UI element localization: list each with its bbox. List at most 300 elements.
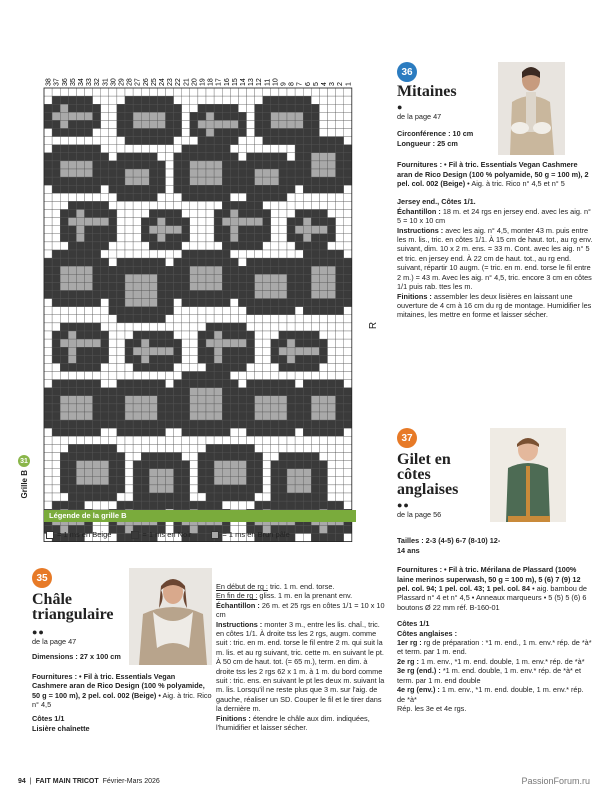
chart-cell	[182, 412, 190, 420]
chart-cell	[166, 242, 174, 250]
chart-cell	[287, 363, 295, 371]
chart-cell	[344, 96, 352, 104]
chart-cell	[303, 282, 311, 290]
chart-cell	[247, 210, 255, 218]
chart-cell	[344, 137, 352, 145]
chart-cell	[271, 372, 279, 380]
chart-cell	[255, 226, 263, 234]
chart-cell	[328, 266, 336, 274]
chart-cell	[157, 436, 165, 444]
chart-cell	[52, 299, 60, 307]
chart-cell	[311, 404, 319, 412]
column-number-label: 38	[45, 78, 53, 86]
chart-cell	[44, 137, 52, 145]
chart-cell	[85, 120, 93, 128]
chart-cell	[157, 363, 165, 371]
chart-cell	[319, 234, 327, 242]
chart-cell	[157, 396, 165, 404]
chart-cell	[319, 461, 327, 469]
chart-cell	[255, 145, 263, 153]
chart-cell	[182, 120, 190, 128]
chart-cell	[60, 104, 68, 112]
chart-cell	[44, 96, 52, 104]
chart-cell	[52, 372, 60, 380]
chart-cell	[271, 485, 279, 493]
chart-cell	[271, 428, 279, 436]
chart-cell	[76, 444, 84, 452]
chart-cell	[117, 88, 125, 96]
chart-cell	[336, 493, 344, 501]
chart-cell	[44, 453, 52, 461]
chart-cell	[344, 250, 352, 258]
length: Longueur : 25 cm	[397, 138, 458, 148]
chart-cell	[149, 274, 157, 282]
chart-cell	[319, 412, 327, 420]
chart-cell	[230, 363, 238, 371]
chart-cell	[279, 339, 287, 347]
chart-cell	[206, 218, 214, 226]
chart-cell	[141, 355, 149, 363]
chart-cell	[263, 137, 271, 145]
chart-cell	[328, 185, 336, 193]
chart-cell	[149, 242, 157, 250]
chart-cell	[190, 120, 198, 128]
chart-cell	[263, 315, 271, 323]
chart-cell	[125, 193, 133, 201]
chart-cell	[52, 177, 60, 185]
chart-cell	[311, 291, 319, 299]
column-number-label: 9	[280, 82, 288, 86]
chart-cell	[311, 315, 319, 323]
chart-cell	[109, 461, 117, 469]
chart-cell	[68, 396, 76, 404]
chart-cell	[182, 185, 190, 193]
chart-cell	[141, 444, 149, 452]
chart-cell	[68, 428, 76, 436]
chart-cell	[344, 485, 352, 493]
chart-cell	[279, 210, 287, 218]
chart-cell	[109, 129, 117, 137]
mitaines-photo	[498, 62, 565, 155]
chart-cell	[328, 145, 336, 153]
chart-cell	[328, 218, 336, 226]
chart-cell	[222, 347, 230, 355]
chart-cell	[117, 485, 125, 493]
chart-cell	[214, 145, 222, 153]
chart-cell	[125, 436, 133, 444]
chart-cell	[230, 234, 238, 242]
chart-cell	[214, 396, 222, 404]
chart-cell	[222, 201, 230, 209]
chart-cell	[44, 461, 52, 469]
chart-cell	[311, 436, 319, 444]
chart-cell	[141, 218, 149, 226]
chart-cell	[238, 161, 246, 169]
chart-cell	[157, 493, 165, 501]
chart-cell	[76, 112, 84, 120]
chart-cell	[344, 428, 352, 436]
chart-cell	[93, 453, 101, 461]
chart-cell	[279, 493, 287, 501]
chart-cell	[328, 436, 336, 444]
chart-cell	[190, 396, 198, 404]
chart-cell	[141, 153, 149, 161]
chart-cell	[336, 120, 344, 128]
chart-cell	[141, 185, 149, 193]
gilet-title-line3: anglaises	[397, 481, 459, 498]
chart-cell	[141, 96, 149, 104]
chart-cell	[303, 331, 311, 339]
chart-cell	[255, 250, 263, 258]
chart-cell	[52, 347, 60, 355]
chart-cell	[255, 274, 263, 282]
chart-cell	[336, 266, 344, 274]
chart-cell	[109, 372, 117, 380]
chart-cell	[190, 388, 198, 396]
chart-cell	[230, 193, 238, 201]
chart-cell	[263, 129, 271, 137]
chart-cell	[101, 493, 109, 501]
column-number-label: 23	[167, 78, 175, 86]
chart-cell	[287, 461, 295, 469]
chart-cell	[85, 404, 93, 412]
chart-cell	[255, 153, 263, 161]
chart-cell	[101, 145, 109, 153]
chart-cell	[85, 282, 93, 290]
chart-cell	[85, 153, 93, 161]
chart-cell	[52, 258, 60, 266]
chart-cell	[93, 315, 101, 323]
chart-cell	[166, 218, 174, 226]
selvage-title: Lisière chaînette	[32, 723, 90, 733]
chart-cell	[109, 388, 117, 396]
chart-cell	[319, 436, 327, 444]
chart-cell	[279, 461, 287, 469]
chart-cell	[109, 444, 117, 452]
chart-cell	[133, 96, 141, 104]
chart-cell	[198, 274, 206, 282]
chart-cell	[141, 88, 149, 96]
chart-cell	[279, 266, 287, 274]
chart-cell	[328, 250, 336, 258]
chart-cell	[230, 315, 238, 323]
chart-cell	[263, 201, 271, 209]
chale-instructions-column	[216, 582, 386, 733]
chart-cell	[166, 485, 174, 493]
chart-cell	[85, 420, 93, 428]
chart-cell	[328, 129, 336, 137]
chart-cell	[287, 120, 295, 128]
chart-cell	[109, 282, 117, 290]
chart-cell	[328, 112, 336, 120]
chart-cell	[222, 266, 230, 274]
chart-cell	[230, 436, 238, 444]
chart-cell	[214, 137, 222, 145]
chart-cell	[238, 469, 246, 477]
chart-cell	[222, 120, 230, 128]
chart-cell	[328, 307, 336, 315]
chart-cell	[157, 307, 165, 315]
column-number-label: 4	[320, 82, 328, 86]
chart-cell	[133, 88, 141, 96]
chart-cell	[174, 218, 182, 226]
chart-cell	[206, 226, 214, 234]
chart-cell	[247, 291, 255, 299]
chart-cell	[344, 282, 352, 290]
chart-cell	[287, 428, 295, 436]
chart-cell	[60, 169, 68, 177]
chart-cell	[214, 380, 222, 388]
chart-cell	[311, 161, 319, 169]
chart-cell	[214, 226, 222, 234]
column-number-label: 34	[77, 78, 85, 86]
chart-cell	[60, 137, 68, 145]
chart-cell	[149, 104, 157, 112]
chart-cell	[157, 226, 165, 234]
chart-cell	[157, 266, 165, 274]
chart-cell	[52, 96, 60, 104]
chart-cell	[166, 129, 174, 137]
chart-cell	[133, 323, 141, 331]
chart-cell	[68, 226, 76, 234]
chart-cell	[125, 363, 133, 371]
chart-cell	[166, 493, 174, 501]
chart-cell	[182, 201, 190, 209]
chart-cell	[214, 323, 222, 331]
chart-cell	[85, 161, 93, 169]
chart-cell	[182, 282, 190, 290]
chart-cell	[166, 420, 174, 428]
chart-cell	[60, 331, 68, 339]
column-number-label: 21	[183, 78, 191, 86]
chart-cell	[149, 372, 157, 380]
chart-cell	[60, 120, 68, 128]
chart-cell	[52, 493, 60, 501]
chart-cell	[85, 242, 93, 250]
chart-cell	[68, 201, 76, 209]
chart-cell	[230, 469, 238, 477]
chart-cell	[93, 145, 101, 153]
chart-cell	[328, 501, 336, 509]
chart-cell	[157, 388, 165, 396]
chart-cell	[44, 363, 52, 371]
chart-cell	[109, 161, 117, 169]
chart-cell	[311, 226, 319, 234]
chart-cell	[60, 274, 68, 282]
chart-cell	[328, 396, 336, 404]
chart-cell	[157, 96, 165, 104]
chart-cell	[287, 226, 295, 234]
chart-cell	[230, 396, 238, 404]
chart-cell	[230, 372, 238, 380]
chart-cell	[303, 291, 311, 299]
chart-cell	[117, 291, 125, 299]
chart-cell	[182, 112, 190, 120]
chart-cell	[336, 201, 344, 209]
chart-cell	[44, 428, 52, 436]
chart-cell	[344, 291, 352, 299]
chart-cell	[279, 137, 287, 145]
chart-cell	[263, 185, 271, 193]
chart-cell	[311, 307, 319, 315]
chart-cell	[206, 201, 214, 209]
chart-cell	[247, 315, 255, 323]
chart-cell	[166, 88, 174, 96]
chart-cell	[166, 404, 174, 412]
chart-cell	[214, 258, 222, 266]
chart-cell	[230, 177, 238, 185]
chart-cell	[271, 96, 279, 104]
column-number-label: 15	[231, 78, 239, 86]
chart-cell	[303, 388, 311, 396]
chart-cell	[198, 250, 206, 258]
chart-cell	[247, 258, 255, 266]
chart-cell	[68, 169, 76, 177]
chart-cell	[68, 193, 76, 201]
chart-cell	[230, 137, 238, 145]
chart-cell	[336, 380, 344, 388]
chart-cell	[319, 372, 327, 380]
chart-cell	[166, 461, 174, 469]
column-number-label: 1	[345, 82, 353, 86]
chart-cell	[222, 453, 230, 461]
chart-cell	[214, 307, 222, 315]
chart-cell	[263, 258, 271, 266]
chart-cell	[319, 137, 327, 145]
column-number-label: 6	[304, 82, 312, 86]
chart-cell	[206, 396, 214, 404]
chart-cell	[303, 210, 311, 218]
chart-cell	[117, 96, 125, 104]
chart-cell	[311, 412, 319, 420]
chart-cell	[125, 242, 133, 250]
chart-cell	[328, 291, 336, 299]
chart-cell	[206, 250, 214, 258]
chart-cell	[190, 282, 198, 290]
chart-cell	[125, 355, 133, 363]
column-number-label: 36	[61, 78, 69, 86]
chart-cell	[238, 210, 246, 218]
chart-cell	[271, 501, 279, 509]
chart-cell	[125, 461, 133, 469]
chart-cell	[85, 428, 93, 436]
chart-cell	[133, 177, 141, 185]
chart-cell	[182, 218, 190, 226]
chart-cell	[93, 363, 101, 371]
chart-cell	[174, 120, 182, 128]
chart-cell	[117, 331, 125, 339]
column-number-label: 20	[191, 78, 199, 86]
chart-cell	[93, 380, 101, 388]
chart-cell	[68, 372, 76, 380]
chart-cell	[149, 266, 157, 274]
chart-cell	[85, 226, 93, 234]
chart-cell	[174, 266, 182, 274]
pattern-number-badge: 36	[397, 62, 417, 82]
chart-cell	[255, 315, 263, 323]
chart-cell	[271, 453, 279, 461]
chart-cell	[271, 461, 279, 469]
chart-cell	[149, 226, 157, 234]
chart-cell	[174, 242, 182, 250]
chart-cell	[198, 363, 206, 371]
chart-cell	[166, 250, 174, 258]
chart-cell	[141, 242, 149, 250]
chart-cell	[117, 112, 125, 120]
chart-cell	[295, 355, 303, 363]
chart-cell	[311, 250, 319, 258]
chart-cell	[311, 469, 319, 477]
chart-cell	[255, 436, 263, 444]
chart-cell	[214, 88, 222, 96]
chart-cell	[287, 299, 295, 307]
chart-cell	[263, 420, 271, 428]
chart-cell	[230, 388, 238, 396]
chart-cell	[344, 412, 352, 420]
chart-cell	[287, 250, 295, 258]
chart-cell	[190, 250, 198, 258]
chart-cell	[287, 380, 295, 388]
chart-cell	[206, 461, 214, 469]
chart-cell	[166, 234, 174, 242]
gilet-title-line2: côtes	[397, 466, 431, 483]
chart-cell	[295, 96, 303, 104]
chart-cell	[214, 201, 222, 209]
chart-cell	[141, 274, 149, 282]
chart-cell	[149, 218, 157, 226]
chart-cell	[174, 234, 182, 242]
chart-cell	[101, 363, 109, 371]
chart-cell	[60, 161, 68, 169]
chart-cell	[328, 88, 336, 96]
chart-cell	[271, 266, 279, 274]
chart-cell	[206, 88, 214, 96]
chart-cell	[157, 282, 165, 290]
chart-cell	[149, 428, 157, 436]
chart-cell	[44, 339, 52, 347]
chart-cell	[247, 161, 255, 169]
chart-cell	[174, 363, 182, 371]
chart-cell	[52, 477, 60, 485]
chart-cell	[238, 112, 246, 120]
chart-cell	[311, 477, 319, 485]
chart-cell	[222, 331, 230, 339]
chart-cell	[238, 282, 246, 290]
chart-cell	[303, 88, 311, 96]
supplies-text: Fournitures : • Fil à tric. Mérilana de Plassard (100% laine merinos superwash, 50 g = 100 m), 5 (6) 7 (9) 12 pel. col. 94; 1 pel. col. 43; 1 pel. col. 84 • aig. bambou de Plassard n° 4 et n° 4,5 • Anneaux marqueurs • 5 (5) 5 (6) 6 boutons Ø 22 mm réf. B-160-01	[397, 565, 587, 612]
chart-cell	[279, 323, 287, 331]
chart-cell	[198, 234, 206, 242]
chart-cell	[255, 218, 263, 226]
chart-cell	[166, 258, 174, 266]
chart-cell	[230, 96, 238, 104]
chart-cell	[222, 501, 230, 509]
chart-cell	[76, 469, 84, 477]
chart-cell	[238, 307, 246, 315]
chart-cell	[336, 420, 344, 428]
chart-cell	[68, 96, 76, 104]
chart-cell	[311, 485, 319, 493]
chart-cell	[125, 104, 133, 112]
chart-cell	[279, 185, 287, 193]
chart-cell	[133, 129, 141, 137]
chart-cell	[247, 185, 255, 193]
chart-cell	[222, 380, 230, 388]
chart-cell	[222, 161, 230, 169]
chart-cell	[182, 388, 190, 396]
chart-cell	[60, 380, 68, 388]
chart-cell	[198, 112, 206, 120]
